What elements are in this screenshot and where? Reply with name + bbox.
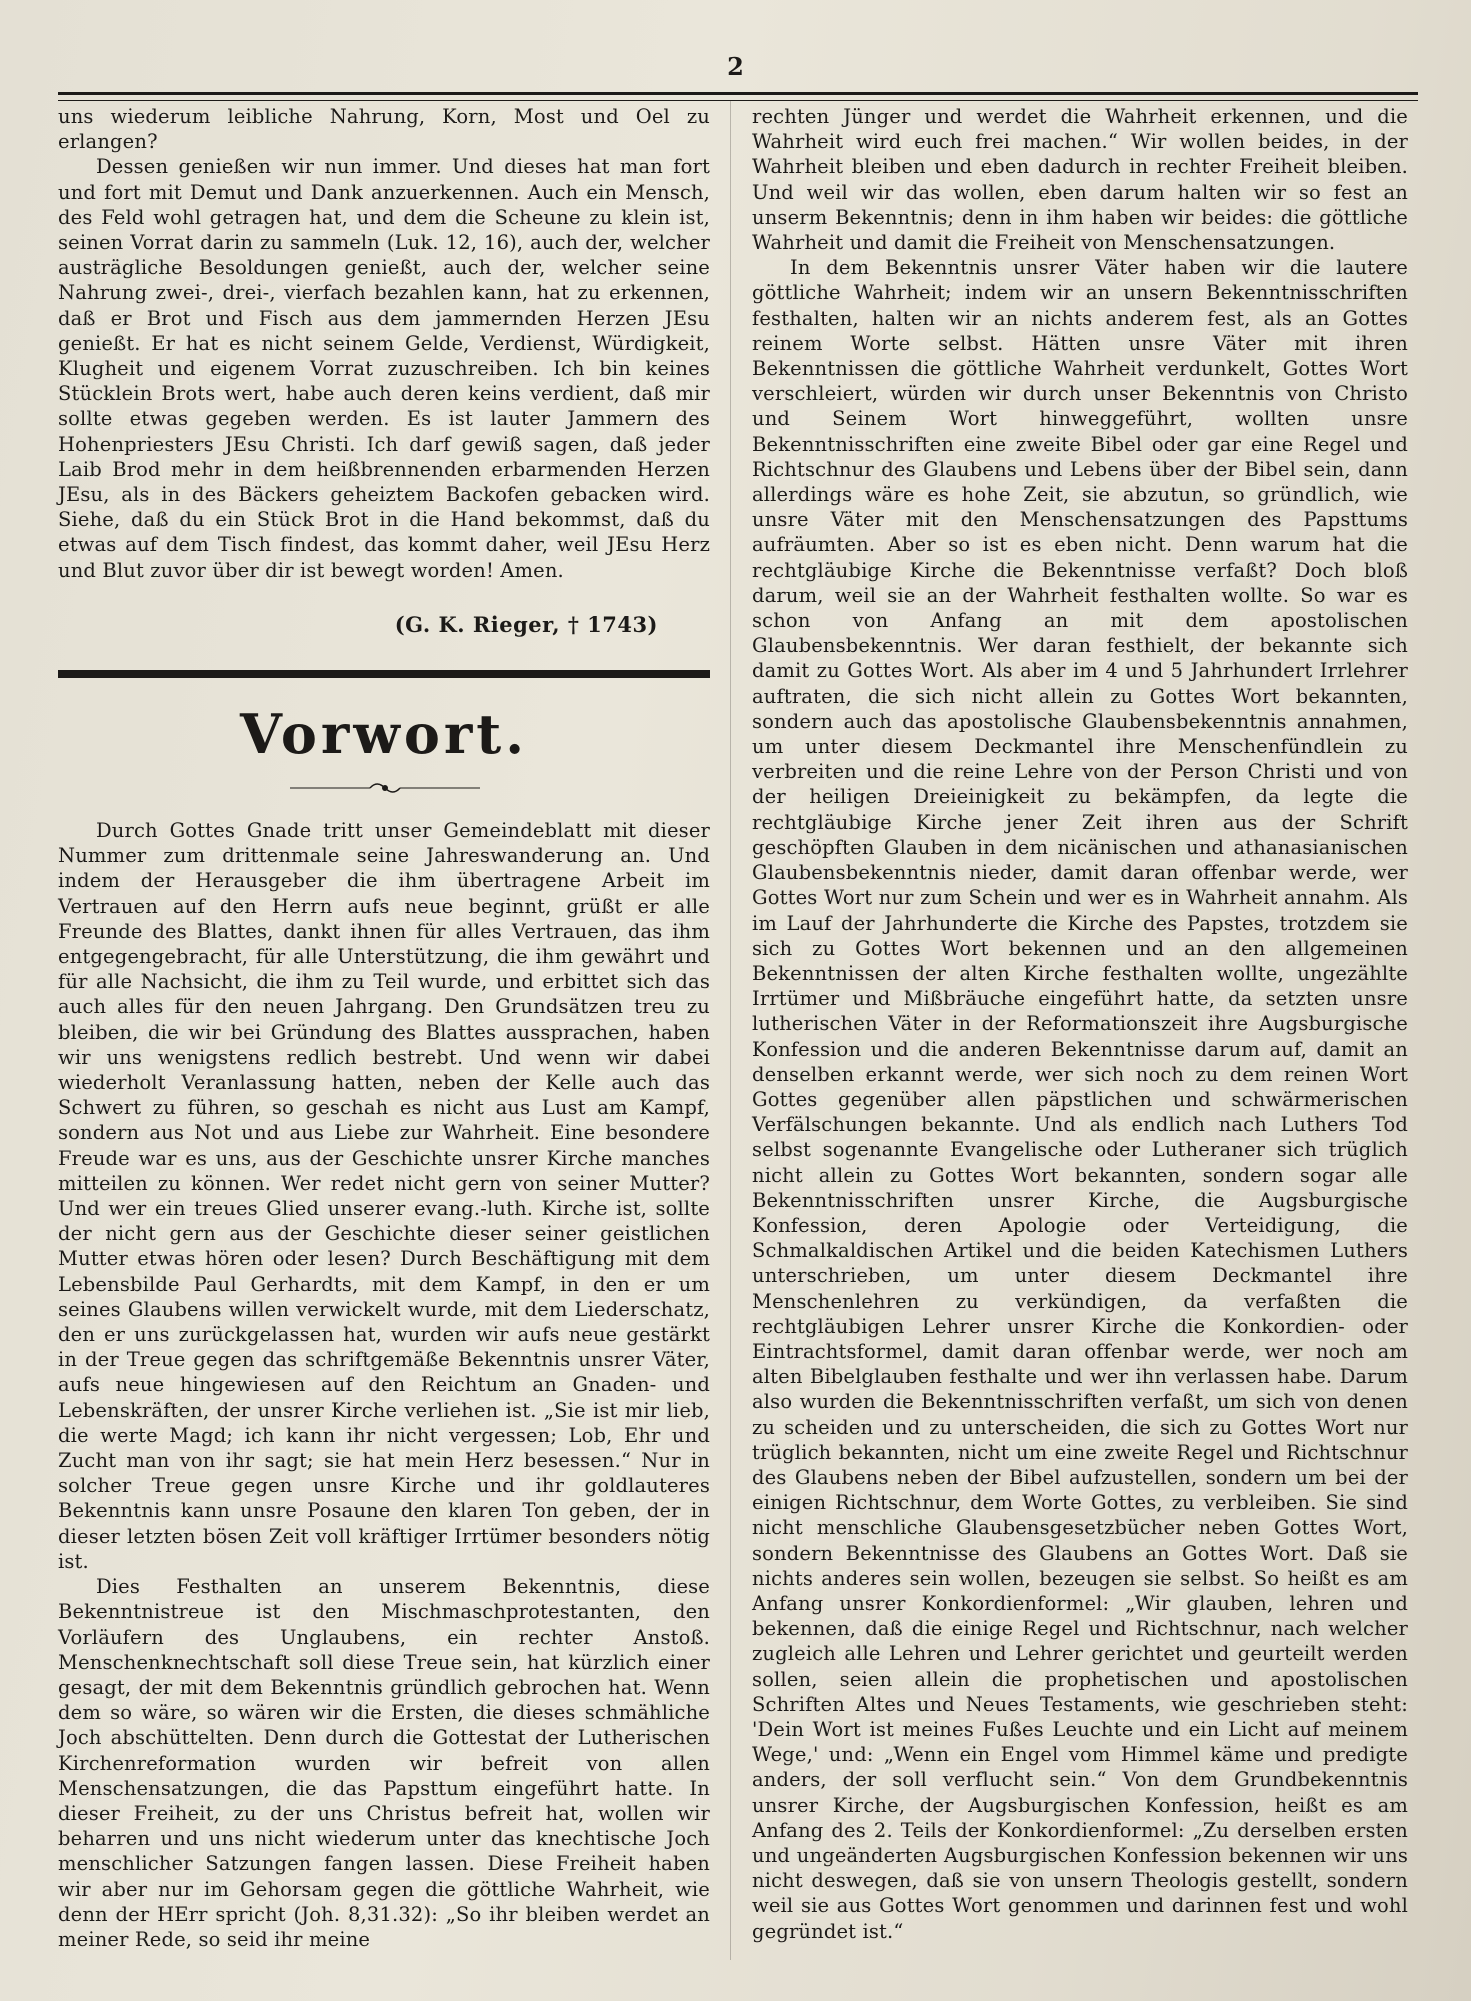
left-column-bottom bbox=[58, 818, 710, 1952]
paragraph: rechten Jünger und werdet die Wahrheit erkennen, und die Wahrheit wird euch frei machen.“ Wir wollen beides, in der Wahrheit bleiben und eben dadurch in rechter Freiheit bleiben. Und weil wir das wollen, eben darum halten wir so fest an unserm Bekenntnis; denn in ihm haben wir beides: die göttliche Wahrheit und damit die Freiheit von Menschensatzungen. bbox=[752, 105, 1408, 255]
paragraph: Dies Festhalten an unserem Bekenntnis, diese Bekenntnistreue ist den Mischmaschprotestanten, den Vorläufern des Unglaubens, ein rechter Anstoß. Menschenknechtschaft soll diese Treue sein, hat kürzlich einer gesagt, der mit dem Bekenntnis gründlich gebrochen hat. Wenn dem so wäre, so wären wir die Ersten, die dieses schmähliche Joch abschüttelten. Denn durch die Gottestat der Lutherischen Kirchenreformation wurden wir befreit von allen Menschensatzungen, die das Papsttum eingeführt hatte. In dieser Freiheit, zu der uns Christus befreit hat, wollen wir beharren und uns nicht wiederum unter das knechtische Joch menschlicher Satzungen fangen lassen. Diese Freiheit haben wir aber nur im Gehorsam gegen die göttliche Wahrheit, wie denn der HErr spricht (Joh. 8,31.32): „So ihr bleiben werdet an meiner Rede, so seid ihr meine bbox=[58, 1575, 710, 1951]
right-column bbox=[752, 104, 1408, 1944]
paragraph: Durch Gottes Gnade tritt unser Gemeindeblatt mit dieser Nummer zum drittenmale seine Jahreswanderung an. Und indem der Herausgeber die ihm übertragene Arbeit im Vertrauen auf den Herrn aufs neue beginnt, grüßt er alle Freunde des Blattes, dankt ihnen für alles Vertrauen, das ihm entgegengebracht, für alle Unterstützung, die ihm gewährt und für alle Nachsicht, die ihm zu Teil wurde, und erbittet sich das auch alles für den neuen Jahrgang. Den Grundsätzen treu zu bleiben, die wir bei Gründung des Blattes aussprachen, haben wir uns wenigstens redlich bestrebt. Und wenn wir dabei wiederholt Veranlassung hatten, neben der Kelle auch das Schwert zu führen, so geschah es nicht aus Lust am Kampf, sondern aus Not und aus Liebe zur Wahrheit. Eine besondere Freude war es uns, aus der Geschichte unsrer Kirche manches mitteilen zu können. Wer redet nicht gern von seiner Mutter? Und wer ein treues Glied unserer evang.-luth. Kirche ist, sollte der nicht gern aus der Geschichte dieser seiner geistlichen Mutter etwas hören oder lesen? Durch Beschäftigung mit dem Lebensbilde Paul Gerhardts, mit dem Kampf, in den er um seines Glaubens willen verwickelt wurde, mit dem Liederschatz, den er uns zurückgelassen hat, wurden wir aufs neue gestärkt in der Treue gegen das schriftgemäße Bekenntnis unsrer Väter, aufs neue hingewiesen auf den Reichtum an Gnaden- und Lebenskräften, der unsrer Kirche verliehen ist. „Sie ist mir lieb, die werte Magd; ich kann ihr nicht vergessen; Lob, Ehr und Zucht man von ihr sagt; sie hat mein Herz besessen.“ Nur in solcher Treue gegen unsre Kirche und ihr goldlauteres Bekenntnis kann unsre Posaune den klaren Ton geben, der in dieser letzten bösen Zeit voll kräftiger Irrtümer besonders nötig ist. bbox=[58, 819, 710, 1573]
section-separator bbox=[58, 670, 710, 678]
signature: (G. K. Rieger, † 1743) bbox=[394, 612, 658, 637]
section-heading: Vorwort. bbox=[239, 702, 529, 766]
page-number: 2 bbox=[727, 52, 744, 81]
left-column-top bbox=[58, 104, 710, 583]
paragraph: uns wiederum leibliche Nahrung, Korn, Most und Oel zu erlangen? bbox=[58, 105, 710, 154]
paragraph: In dem Bekenntnis unsrer Väter haben wir die lautere göttliche Wahrheit; indem wir an unsern Bekenntnisschriften festhalten, halten wir an nichts anderem fest, als an Gottes reinem Worte selbst. Hätten unsre Väter mit ihren Bekenntnissen die göttliche Wahrheit verdunkelt, Gottes Wort verschleiert, würden wir durch unser Bekenntnis von Christo und Seinem Wort hinweggeführt, wollten unsre Bekenntnisschriften eine zweite Bibel oder gar eine Regel und Richtschnur des Glaubens und Lebens über der Bibel sein, dann allerdings wäre es hohe Zeit, sie abzutun, so gründlich, wie unsre Väter mit den Menschensatzungen des Papsttums aufräumten. Aber so ist es eben nicht. Denn warum hat die rechtgläubige Kirche die Bekenntnisse verfaßt? Doch bloß darum, weil sie an der Wahrheit festhalten wollte. So war es schon von Anfang an mit dem apostolischen Glaubensbekenntnis. Wer daran festhielt, der bekannte sich damit zu Gottes Wort. Als aber im 4 und 5 Jahrhundert Irrlehrer auftraten, die sich nicht allein zu Gottes Wort bekannten, sondern auch das apostolische Glaubensbekenntnis annahmen, um unter diesem Deckmantel ihre Menschenfündlein zu verbreiten und die reine Lehre von der Person Christi und von der heiligen Dreieinigkeit zu bekämpfen, da legte die rechtgläubige Kirche jener Zeit ihren aus der Schrift geschöpften Glauben in dem nicänischen und athanasianischen Glaubensbekenntnis nieder, damit daran offenbar werde, wer Gottes Wort nur zum Schein und wer es in Wahrheit annahm. Als im Lauf der Jahrhunderte die Kirche des Papstes, trotzdem sie sich zu Gottes Wort bekennen und an den allgemeinen Bekenntnissen der alten Kirche festhalten wollte, ungezählte Irrtümer und Mißbräuche eingeführt hatte, da setzten unsre lutherischen Väter in der Reformationszeit ihre Augsburgische Konfession und die anderen Bekenntnisse darum auf, damit an denselben erkannt werde, wer sich noch zu dem reinen Wort Gottes gegenüber allen päpstlichen und schwärmerischen Verfälschungen bekannte. Und als endlich nach Luthers Tod selbst sogenannte Evangelische oder Lutheraner sich trüglich nicht allein zu Gottes Wort bekannten, sondern sogar alle Bekenntnisschriften unsrer Kirche, die Augsburgische Konfession, deren Apologie oder Verteidigung, die Schmalkaldischen Artikel und die beiden Katechismen Luthers unterschrieben, um unter diesem Deckmantel ihre Menschenlehren zu verkündigen, da verfaßten die rechtgläubigen Lehrer unsrer Kirche die Konkordien- oder Eintrachtsformel, damit daran offenbar werde, wer noch am alten Bibelglauben festhalte und wer ihn verlassen habe. Darum also wurden die Bekenntnisschriften verfaßt, um sich von denen zu scheiden und zu unterscheiden, die sich zu Gottes Wort nur trüglich bekannten, nicht um eine zweite Regel und Richtschnur des Glaubens neben der Bibel aufzustellen, sondern um bei der einigen Richtschnur, dem Worte Gottes, zu verbleiben. Sie sind nicht menschliche Glaubensgesetzbücher neben Gottes Wort, sondern Bekenntnisse des Glaubens an Gottes Wort. Daß sie nichts anderes sein wollen, bezeugen sie selbst. So heißt es am Anfang unsrer Konkordienformel: „Wir glauben, lehren und bekennen, daß die einige Regel und Richtschnur, nach welcher zugleich alle Lehren und Lehrer gerichtet und geurteilt werden sollen, seien allein die prophetischen und apostolischen Schriften Altes und Neues Testaments, wie geschrieben steht: 'Dein Wort ist meines Fußes Leuchte und ein Licht auf meinem Wege,' und: „Wenn ein Engel vom Himmel käme und predigte anders, der soll verflucht sein.“ Von dem Grundbekenntnis unsrer Kirche, der Augsburgischen Konfession, heißt es am Anfang des 2. Teils der Konkordienformel: „Zu derselben ersten und ungeänderten Augsburgischen Konfession bekennen wir uns nicht deswegen, daß sie von unsern Theologis gestellt, sondern weil sie aus Gottes Wort genommen und darinnen fest und wohl gegründet ist.“ bbox=[752, 256, 1408, 1943]
paragraph: Dessen genießen wir nun immer. Und dieses hat man fort und fort mit Demut und Dank anzuerkennen. Auch ein Mensch, des Feld wohl getragen hat, und dem die Scheune zu klein ist, seinen Vorrat darin zu sammeln (Luk. 12, 16), auch der, welcher austrägliche Besoldungen genießt, auch der, welcher seine Nahrung zwei-, drei-, vierfach bezahlen kann, hat zu erkennen, daß er Brot und Fisch aus dem jammernden Herzen JEsu genießt. Er hat es nicht seinem Gelde, Verdienst, Würdigkeit, Klugheit und eigenem Vorrat zuzuschreiben. Ich bin keines Stücklein Brots wert, habe auch deren keins verdient, daß mir sollte etwas gegeben werden. Es ist lauter Jammern des Hohenpriesters JEsu Christi. Ich darf gewiß sagen, daß jeder Laib Brod mehr in dem heißbrennenden erbarmenden Herzen JEsu, als in des Bäckers geheiztem Backofen gebacken wird. Siehe, daß du ein Stück Brot in die Hand bekommst, daß du etwas auf dem Tisch findest, das kommt daher, weil JEsu Herz und Blut zuvor über dir ist bewegt worden! Amen. bbox=[58, 155, 710, 582]
ornament-divider bbox=[290, 778, 480, 798]
top-rule bbox=[58, 92, 1418, 101]
column-divider bbox=[730, 100, 731, 1960]
